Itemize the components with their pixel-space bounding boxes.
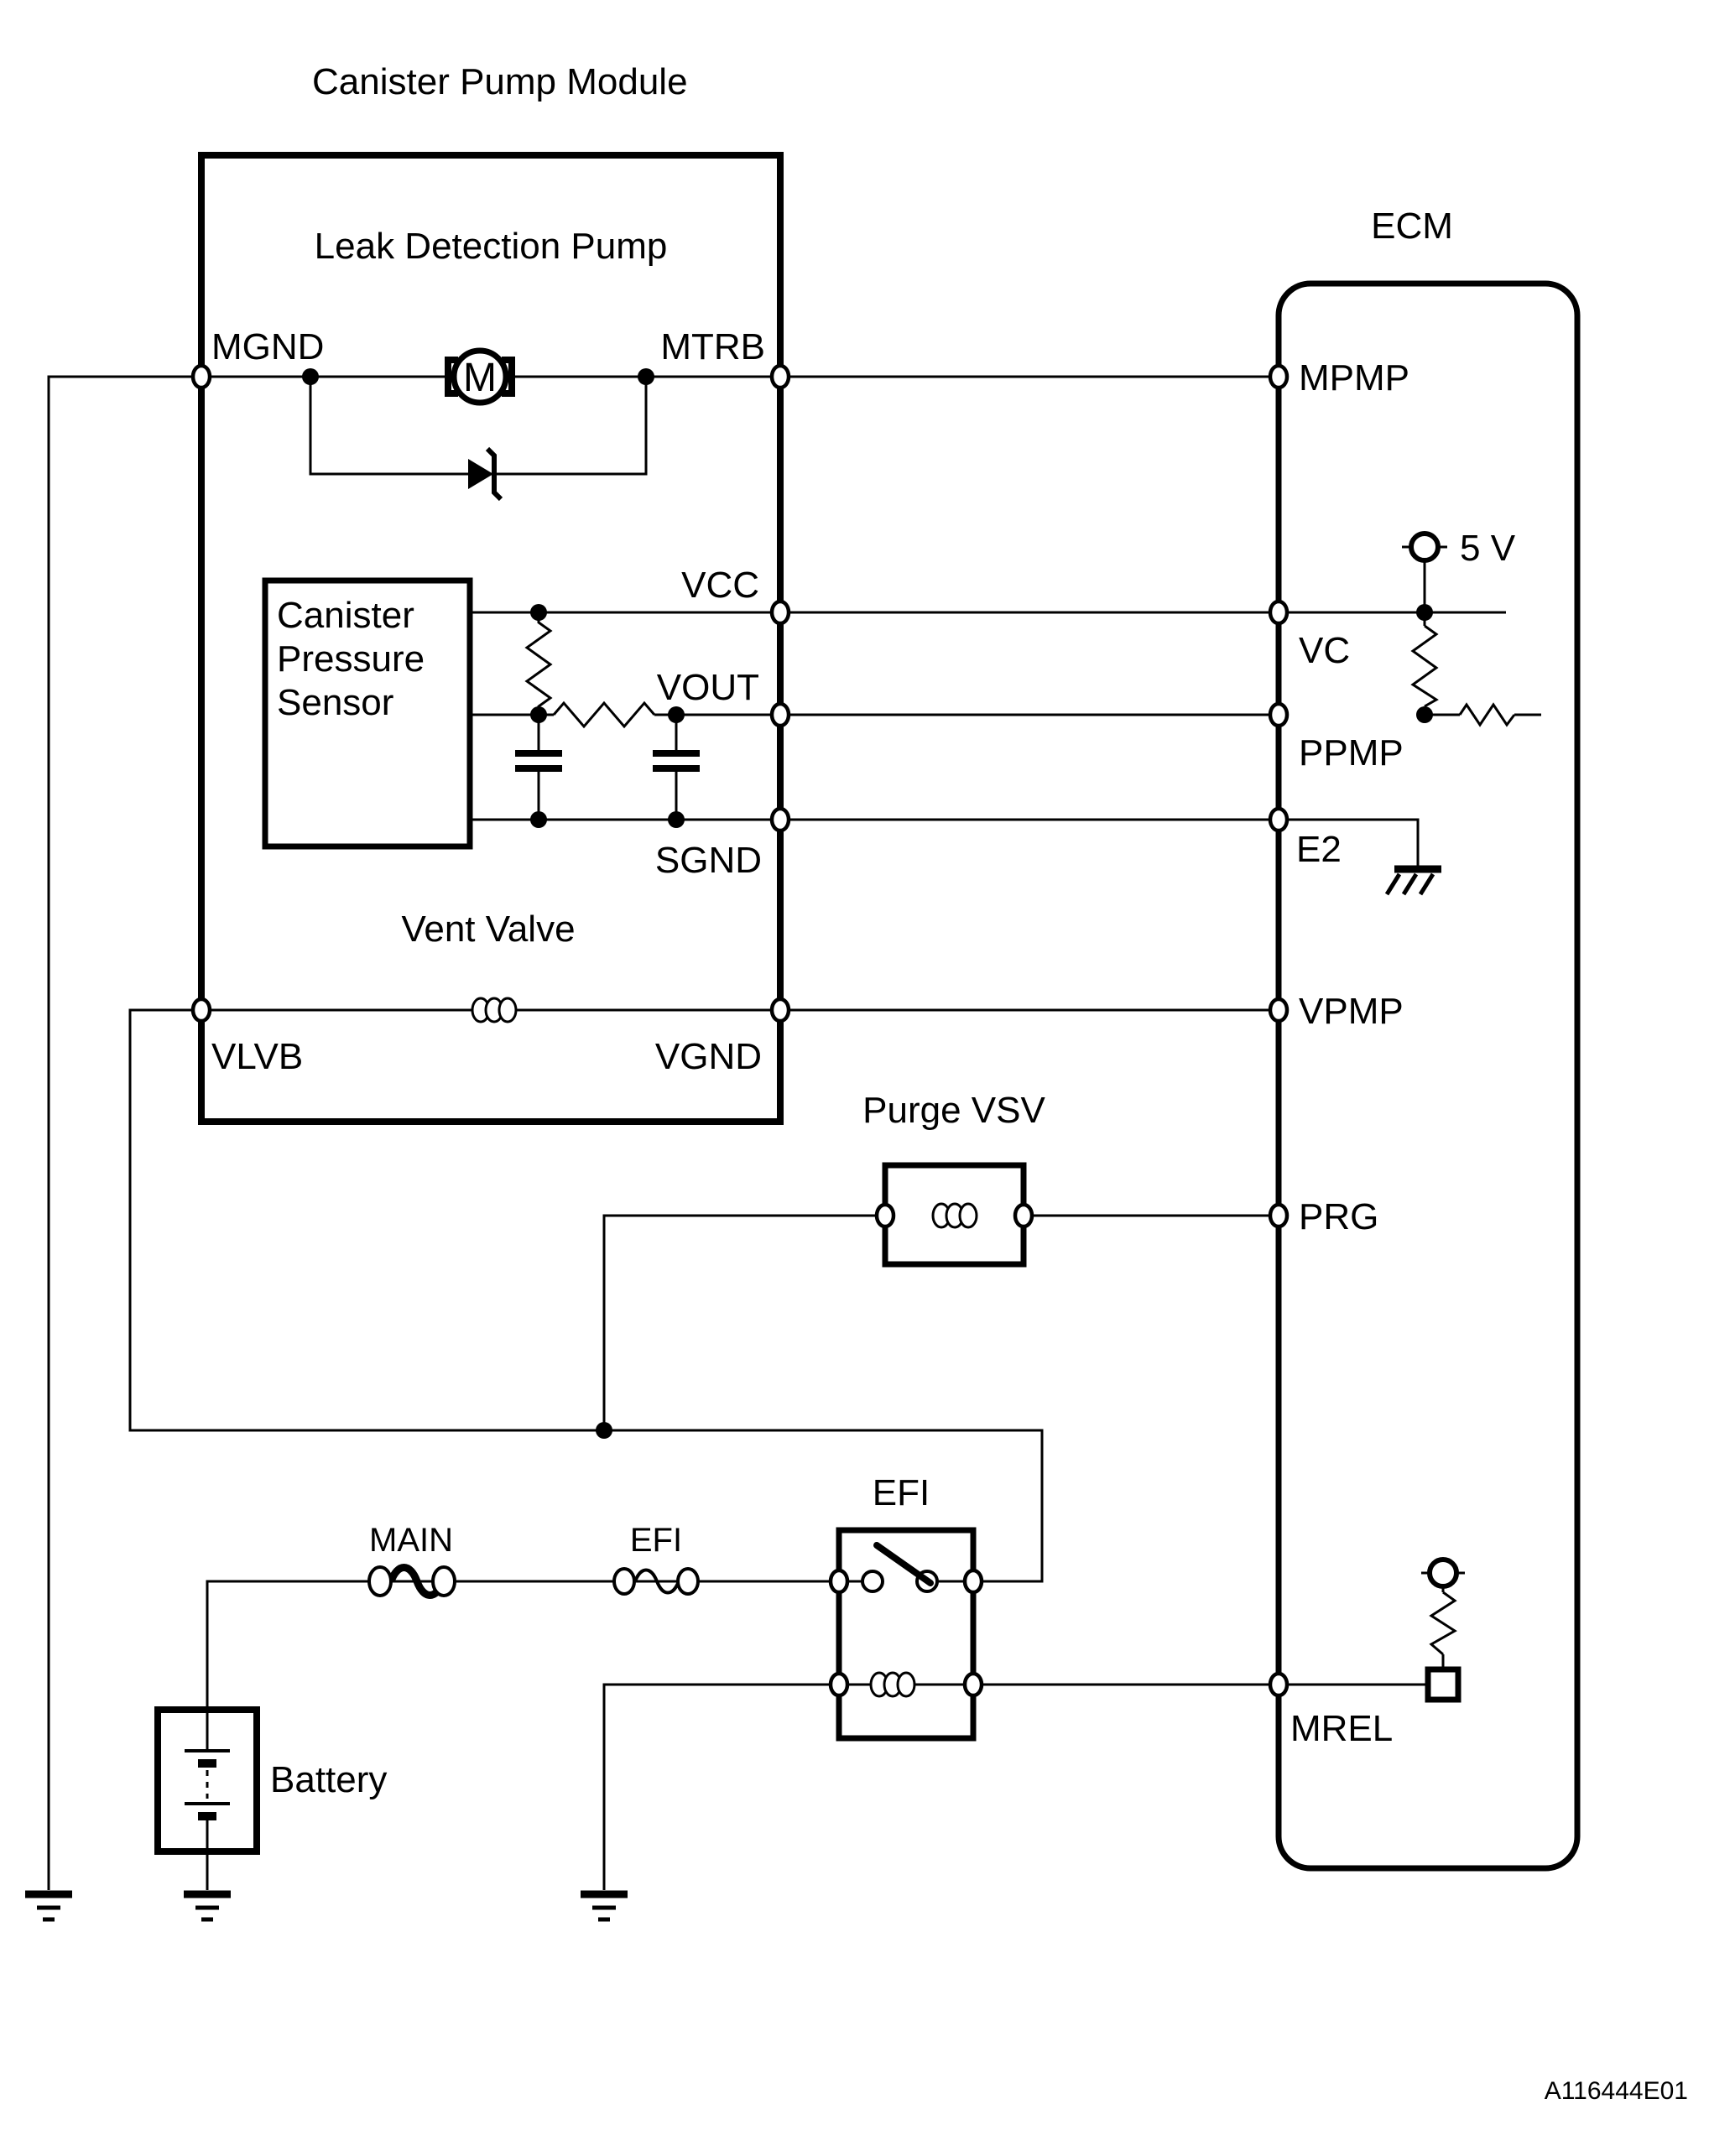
efi-relay-switch-icon bbox=[839, 1545, 973, 1591]
mrel-connector-icon bbox=[1430, 1560, 1456, 1586]
ecm-pullup-resistor-icon bbox=[1413, 626, 1436, 706]
efi-relay-box bbox=[839, 1530, 973, 1738]
terminal-relay-switch-right bbox=[965, 1570, 982, 1592]
prg-label: PRG bbox=[1299, 1196, 1379, 1237]
purge-vsv-label: Purge VSV bbox=[862, 1090, 1045, 1131]
terminal-relay-switch-left bbox=[831, 1570, 847, 1592]
efi-fuse-label: EFI bbox=[629, 1522, 683, 1559]
ecm-ppmp-resistor-icon bbox=[1460, 705, 1514, 725]
sensor-label-line1: Canister bbox=[277, 595, 414, 636]
terminal-mgnd bbox=[193, 366, 210, 388]
terminal-relay-coil-left bbox=[831, 1674, 847, 1695]
sgnd-label: SGND bbox=[654, 840, 762, 881]
terminal-e2 bbox=[1270, 809, 1287, 831]
supply-5v-label: 5 V bbox=[1460, 528, 1516, 569]
terminal-mpmp bbox=[1270, 366, 1287, 388]
figure-id-label: A116444E01 bbox=[1544, 2077, 1688, 2105]
terminal-relay-coil-right bbox=[965, 1674, 982, 1695]
filter-capacitor-1-icon bbox=[515, 753, 562, 768]
vout-label: VOUT bbox=[656, 667, 759, 708]
e2-chassis-ground-icon bbox=[1387, 869, 1441, 894]
mtrb-label: MTRB bbox=[660, 326, 765, 367]
terminal-vout bbox=[772, 704, 789, 726]
ecm-box bbox=[1279, 284, 1577, 1868]
sensor-label-line2: Pressure bbox=[277, 638, 425, 680]
wires bbox=[49, 377, 1541, 1890]
purge-vsv-coil-icon bbox=[933, 1204, 977, 1227]
battery-fuse-wire bbox=[207, 1581, 839, 1710]
terminal-vc bbox=[1270, 601, 1287, 623]
vcc-label: VCC bbox=[681, 565, 759, 606]
relay-coil-earth-ground-icon bbox=[581, 1894, 628, 1919]
ppmp-label: PPMP bbox=[1299, 732, 1404, 773]
filter-capacitor-2-icon bbox=[653, 753, 700, 768]
terminal-mrel bbox=[1270, 1674, 1287, 1695]
motor-letter: M bbox=[463, 356, 497, 400]
terminal-purge-right bbox=[1015, 1205, 1032, 1226]
motor-icon bbox=[448, 351, 512, 403]
terminal-vcc bbox=[772, 601, 789, 623]
mrel-label: MREL bbox=[1290, 1708, 1394, 1749]
purge-feed-wire bbox=[604, 1216, 885, 1430]
terminal-mtrb bbox=[772, 366, 789, 388]
efi-fuse-icon bbox=[614, 1569, 698, 1594]
vent-valve-coil-icon bbox=[472, 998, 516, 1022]
terminal-prg bbox=[1270, 1205, 1287, 1226]
mgnd-ground-wire bbox=[49, 377, 201, 1890]
page-title: Canister Pump Module bbox=[312, 61, 688, 102]
terminal-vgnd bbox=[772, 999, 789, 1021]
efi-relay-coil-icon bbox=[839, 1673, 973, 1696]
battery-cells-icon bbox=[185, 1710, 230, 1851]
terminal-purge-left bbox=[877, 1205, 894, 1226]
terminal-vlvb bbox=[193, 999, 210, 1021]
efi-relay-label: EFI bbox=[872, 1472, 930, 1513]
ecm-label: ECM bbox=[1371, 206, 1453, 247]
diode-icon bbox=[468, 449, 501, 499]
mrel-resistor-icon bbox=[1431, 1592, 1455, 1654]
mrel-terminal-square-icon bbox=[1428, 1669, 1458, 1700]
vlvb-label: VLVB bbox=[211, 1036, 304, 1077]
battery-earth-ground-icon bbox=[184, 1894, 231, 1919]
vc-label: VC bbox=[1299, 630, 1351, 671]
main-fuse-label: MAIN bbox=[369, 1522, 453, 1559]
vpmp-label: VPMP bbox=[1299, 991, 1404, 1032]
junction-dots bbox=[302, 368, 1433, 1439]
terminal-sgnd bbox=[772, 809, 789, 831]
leak-detection-pump-label: Leak Detection Pump bbox=[314, 226, 668, 267]
battery-label: Battery bbox=[270, 1759, 388, 1800]
terminal-vpmp bbox=[1270, 999, 1287, 1021]
mpmp-label: MPMP bbox=[1299, 357, 1409, 398]
mgnd-label: MGND bbox=[211, 326, 325, 367]
relay-coil-ground-wire bbox=[604, 1685, 839, 1890]
sensor-label-line3: Sensor bbox=[277, 682, 394, 723]
vent-valve-label: Vent Valve bbox=[401, 909, 576, 950]
vgnd-label: VGND bbox=[654, 1036, 762, 1077]
vout-series-resistor-icon bbox=[554, 703, 654, 726]
e2-label: E2 bbox=[1296, 829, 1342, 870]
mgnd-earth-ground-icon bbox=[25, 1894, 72, 1919]
terminal-ppmp bbox=[1270, 704, 1287, 726]
supply-5v-connector-icon bbox=[1411, 534, 1438, 560]
sensor-pullup-resistor-icon bbox=[527, 612, 550, 715]
